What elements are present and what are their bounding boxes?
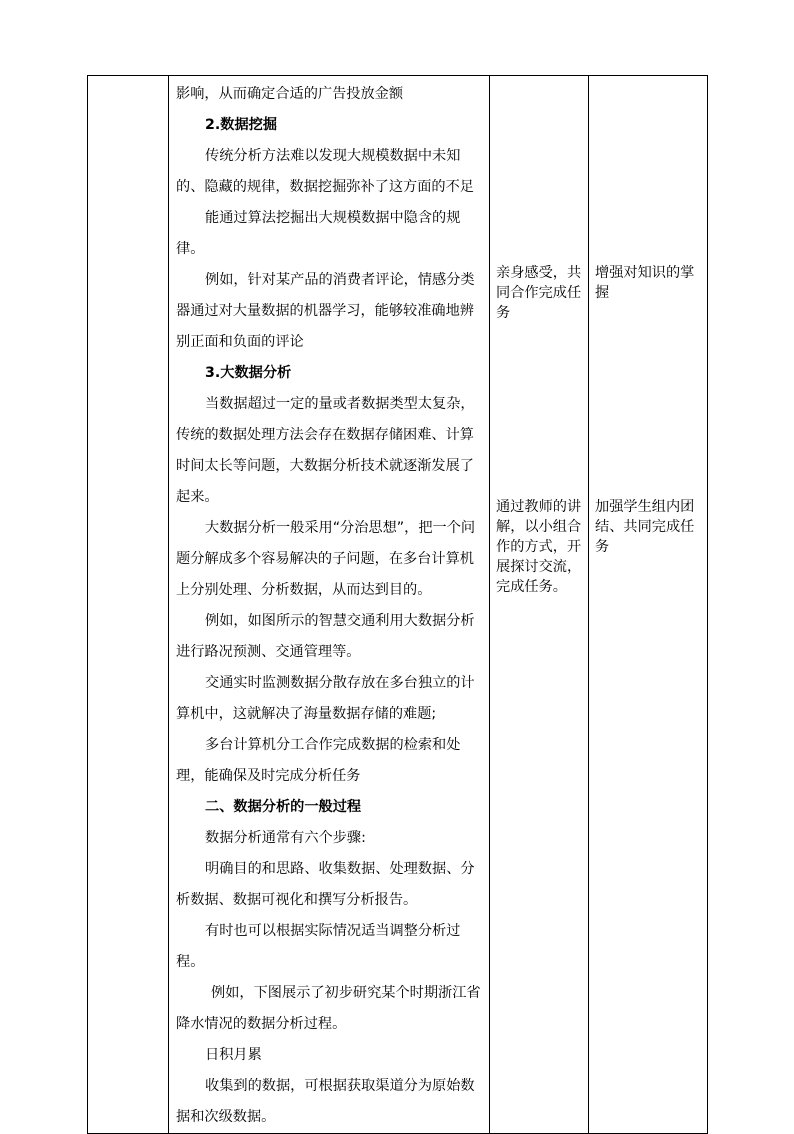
- content-paragraph: 当数据超过一定的量或者数据类型太复杂，传统的数据处理方法会存在数据存储困难、计算时间太长等问题，大数据分析技术就逐渐发展了起来。: [176, 396, 475, 505]
- content-paragraph: 例如，如图所示的智慧交通利用大数据分析进行路况预测、交通管理等。: [176, 613, 475, 660]
- student-activity-cell: [490, 76, 589, 1134]
- teaching-content: [169, 76, 489, 1133]
- content-paragraph: 大数据分析一般采用“分治思想”，把一个问题分解成多个容易解决的子问题，在多台计算机上分别处理、分析数据，从而达到目的。: [176, 520, 476, 598]
- content-paragraph: 收集到的数据，可根据获取渠道分为原始数据和次级数据。: [176, 1078, 475, 1125]
- section-heading-analysis-process: 二、数据分析的一般过程: [205, 799, 362, 815]
- content-paragraph: 交通实时监测数据分散存放在多台独立的计算机中，这就解决了海量数据存储的难题;: [176, 675, 475, 722]
- section-heading-data-mining: 2.数据挖掘: [205, 117, 278, 133]
- design-intent-1: 增强对知识的掌握: [595, 265, 695, 301]
- content-paragraph: 有时也可以根据实际情况适当调整分析过程。: [176, 923, 461, 970]
- section-heading-big-data-analysis: 3.大数据分析: [205, 365, 292, 381]
- content-paragraph: 明确目的和思路、收集数据、处理数据、分析数据、数据可视化和撰写分析报告。: [176, 861, 475, 908]
- teaching-content-cell: [169, 76, 490, 1134]
- content-paragraph: 日积月累: [205, 1047, 262, 1063]
- content-paragraph: 例如，针对某产品的消费者评论，情感分类器通过对大量数据的机器学习，能够较准确地辨别正面和负面的评论: [176, 272, 475, 350]
- content-paragraph: 数据分析通常有六个步骤:: [205, 830, 366, 846]
- design-intent-cell: [589, 76, 708, 1134]
- content-paragraph: 影响，从而确定合适的广告投放金额: [176, 86, 404, 102]
- content-paragraph: 能通过算法挖掘出大规模数据中隐含的规律。: [176, 210, 461, 257]
- content-paragraph: 传统分析方法难以发现大规模数据中未知的、隐藏的规律，数据挖掘弥补了这方面的不足: [176, 148, 474, 195]
- table-row: [88, 76, 708, 1134]
- student-activity-2: 通过教师的讲解，以小组合作的方式，开展探讨交流，完成任务。: [496, 499, 582, 595]
- design-intent-2: 加强学生组内团结、共同完成任务: [595, 499, 695, 555]
- stage-column-cell: [88, 76, 169, 1134]
- student-activity-1: 亲身感受，共同合作完成任务: [496, 265, 582, 321]
- content-paragraph: 多台计算机分工合作完成数据的检索和处理，能确保及时完成分析任务: [176, 737, 461, 784]
- content-paragraph: 例如，下图展示了初步研究某个时期浙江省降水情况的数据分析过程。: [176, 985, 481, 1032]
- lesson-plan-table: [87, 75, 708, 1134]
